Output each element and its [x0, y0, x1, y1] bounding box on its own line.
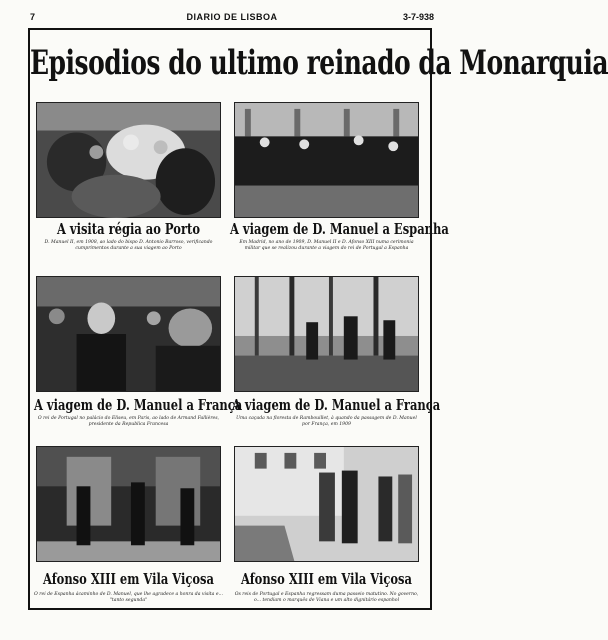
caption-title: A viagem de D. Manuel a França [34, 395, 243, 415]
caption-text: Uma caçada na floresta de Rambouillet, à quando da passagem de D. Manuel por França, em 1909 [236, 416, 417, 427]
page-number: 7 [30, 12, 36, 22]
caption-title: Afonso XIII em Vila Viçosa [42, 569, 214, 589]
photo-rambouillet-hunt [234, 276, 419, 392]
issue-date: 3-7-938 [402, 12, 434, 22]
caption-text: O rei de Espanha ácaminho de D. Manuel, que lhe agradece a honra da visita e... "tanto segunda" [34, 592, 223, 603]
caption-text: O rei de Portugal no palácio do Eliseu, em Paris, ao lado de Armand Fallières, presidente da Republica Francesa [37, 416, 220, 427]
photo-vila-vicosa-welcome [36, 446, 221, 562]
page-headline: Episodios do ultimo reinado da Monarquia [30, 42, 608, 82]
photo-madrid-ceremony [234, 102, 419, 218]
photo-porto-visit [36, 102, 221, 218]
newspaper-name: DIARIO DE LISBOA [186, 12, 278, 22]
caption-text: Em Madrid, no ano de 1909, D. Manuel II e D. Afonso XIII numa cerimonia militar que se realizou durante a viagem do rei de Portugal a Espanha [239, 240, 414, 251]
caption-text: D. Manuel II, em 1908, ao lado do bispo D. Antonio Barroso, verificando cumprimentos durante a sua viagem ao Porto [44, 240, 213, 251]
caption-title: A viagem de D. Manuel a França [232, 395, 441, 415]
caption-title: A visita régia ao Porto [56, 219, 200, 239]
masthead [30, 12, 434, 26]
caption-title: A viagem de D. Manuel a Espanha [230, 219, 449, 239]
caption-text: Os reis de Portugal e Espanha regressam duma passeio matutino. No governo, o... tendiam o marquês de Viana e um alto dignitário espanhol [234, 592, 419, 603]
photo-morning-walk [234, 446, 419, 562]
caption-title: Afonso XIII em Vila Viçosa [240, 569, 412, 589]
photo-elysee-palace [36, 276, 221, 392]
